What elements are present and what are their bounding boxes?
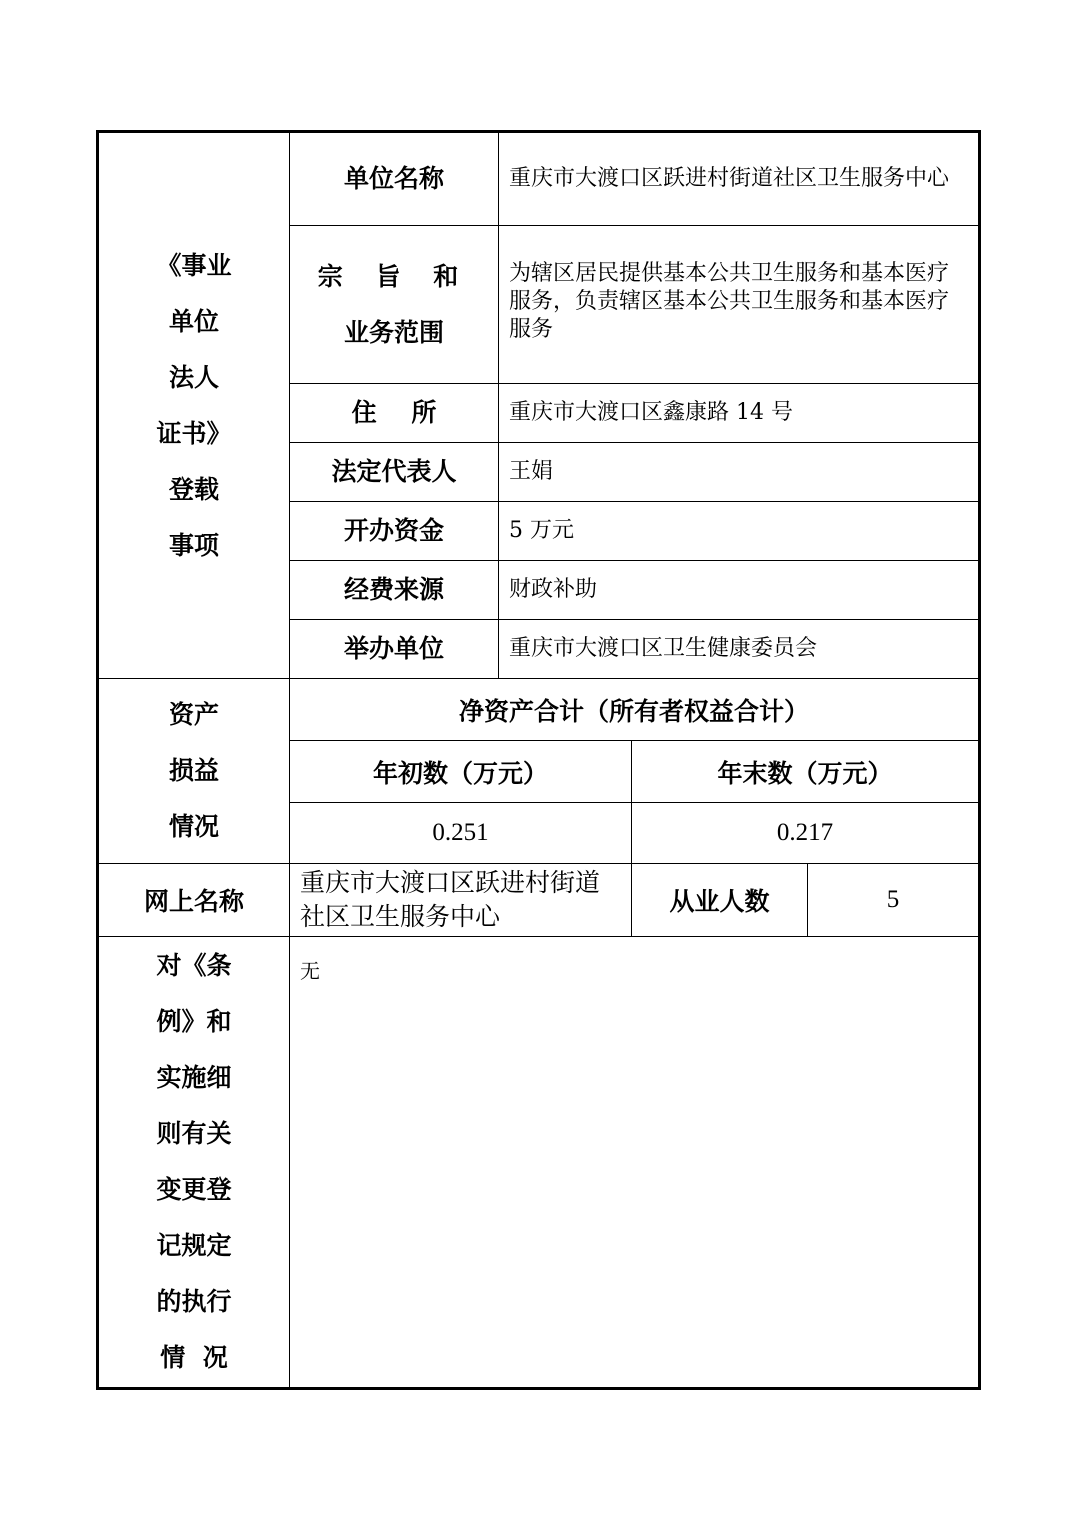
annual-report-table [96,130,981,1390]
value-staff-count: 5 [808,864,980,937]
row-net-assets-header [98,679,980,741]
col-start-of-year: 年初数（万元） [290,741,632,803]
value-online-name: 重庆市大渡口区跃进村街道社区卫生服务中心 [290,864,632,937]
section-title-line: 证书》 [156,418,232,448]
row-online-name [98,864,980,937]
label-legal-rep: 法定代表人 [290,443,499,502]
label-capital: 开办资金 [290,502,499,561]
section-title-line: 登载 [168,474,219,504]
value-sponsor: 重庆市大渡口区卫生健康委员会 [499,620,980,679]
label-line: 业务范围 [343,317,444,347]
label-sponsor: 举办单位 [290,620,499,679]
label-funding-source: 经费来源 [290,561,499,620]
section-title-line: 法人 [168,362,219,392]
section-title-line: 则有关 [156,1119,232,1148]
label-purpose-scope [290,226,499,384]
section-title-line: 对《条 [156,951,232,980]
section-title-line: 情 况 [160,1343,228,1372]
assets-section-title [98,679,290,864]
value-funding-source: 财政补助 [499,561,980,620]
section-title-line: 情况 [168,812,219,841]
label-online-name: 网上名称 [98,864,290,937]
compliance-content: 无 [290,937,980,1389]
net-assets-header: 净资产合计（所有者权益合计） [290,679,980,741]
label-line: 宗 旨 和 [317,261,471,291]
section-title-line: 的执行 [156,1287,232,1316]
col-end-of-year: 年末数（万元） [632,741,980,803]
value-purpose-scope: 为辖区居民提供基本公共卫生服务和基本医疗服务，负责辖区基本公共卫生服务和基本医疗服务 [499,226,980,384]
section-title-line: 记规定 [156,1231,232,1260]
label-staff-count: 从业人数 [632,864,808,937]
section-title-line: 《事业 [156,250,232,280]
section-title-line: 例》和 [156,1007,232,1036]
label-address: 住 所 [290,384,499,443]
value-start-of-year: 0.251 [290,803,632,864]
section-title-line: 单位 [168,306,219,336]
value-capital: 5 万元 [499,502,980,561]
value-end-of-year: 0.217 [632,803,980,864]
registration-section-title [98,132,290,679]
value-address: 重庆市大渡口区鑫康路 14 号 [499,384,980,443]
label-unit-name: 单位名称 [290,132,499,226]
row-unit-name [98,132,980,226]
value-legal-rep: 王娟 [499,443,980,502]
section-title-line: 变更登 [156,1175,232,1204]
compliance-section-title [98,937,290,1389]
section-title-line: 资产 [168,700,219,729]
section-title-line: 事项 [168,530,219,560]
value-unit-name: 重庆市大渡口区跃进村街道社区卫生服务中心 [499,132,980,226]
row-compliance [98,937,980,1389]
section-title-line: 实施细 [156,1063,232,1092]
section-title-line: 损益 [168,756,219,785]
